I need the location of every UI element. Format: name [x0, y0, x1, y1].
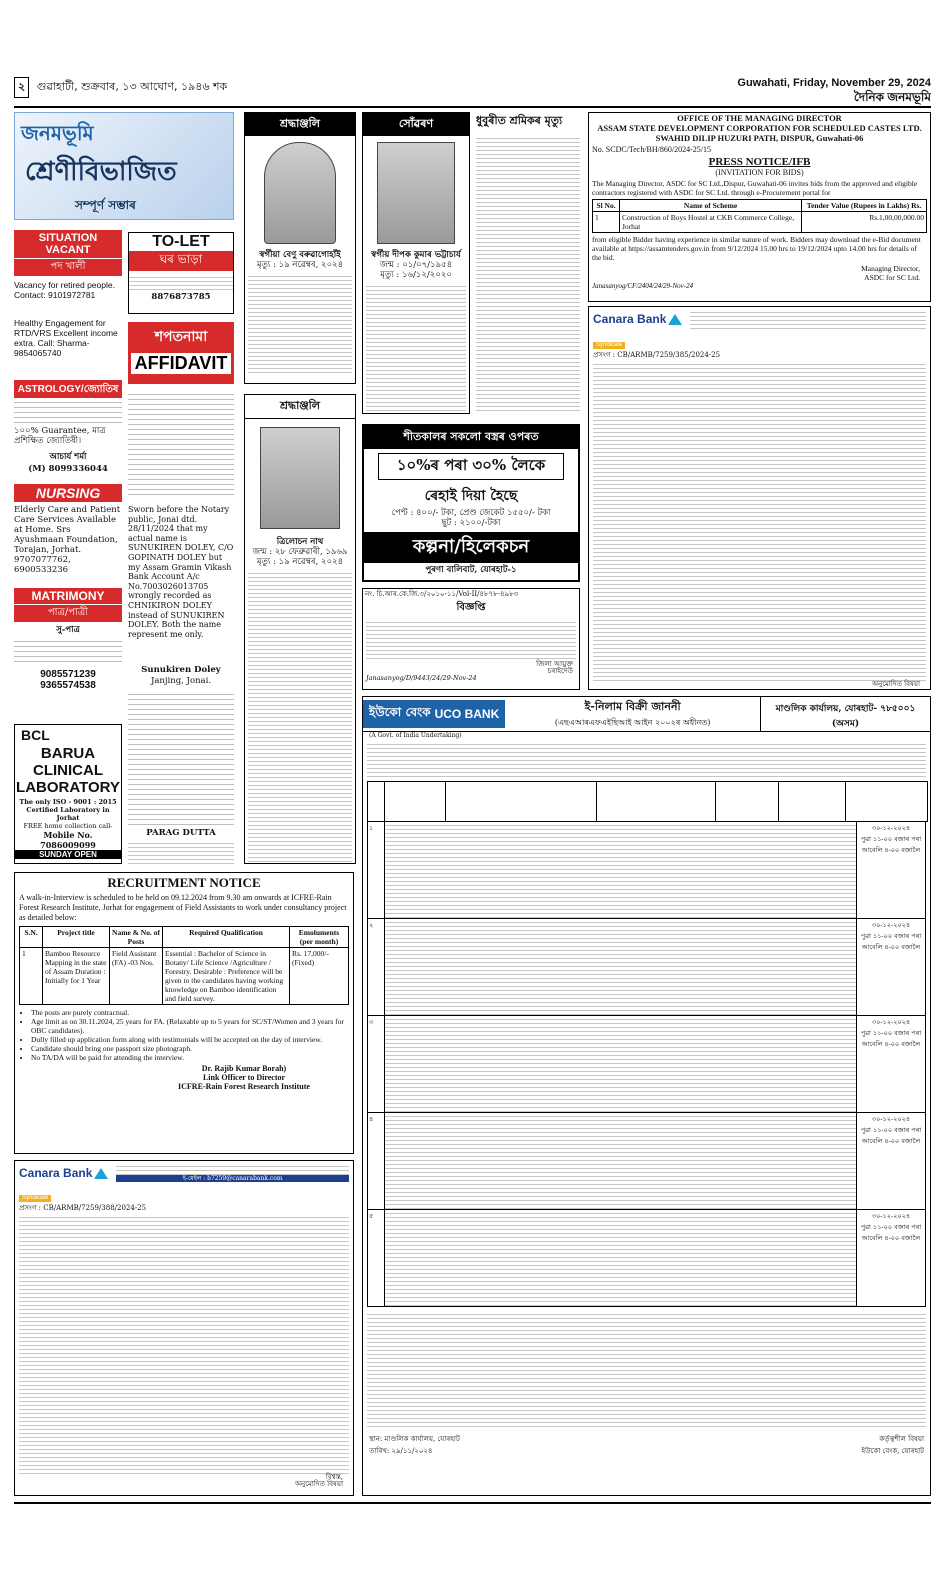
situation-vacant-ad-1: Vacancy for retired people. Contact: 9101972781: [14, 280, 115, 300]
canara-2-body: [19, 1214, 349, 1474]
situation-vacant-title: SITUATION VACANT: [14, 230, 122, 258]
uco-row-time: পুৱা ১১-০০ বজাৰ পৰা আবেলি ৪-০০ বজালৈ: [860, 1223, 922, 1242]
canara-1-logo: Canara Bank: [593, 312, 667, 326]
ascdc-col-3: Tender Value (Rupees in Lakhs) Rs.: [802, 200, 927, 212]
recruitment-col-sn: S.N.: [20, 927, 43, 948]
sale-line-5: ছুট : ২১০০/-টকা: [441, 518, 501, 528]
affidavit-place-1: Janjing, Jonai.: [150, 676, 212, 686]
uco-notice-title: ই-নিলাম বিক্ৰী জাননী: [584, 700, 681, 713]
uco-row-time: পুৱা ১১-০০ বজাৰ পৰা আবেলি ৪-০০ বজালৈ: [860, 835, 922, 854]
recruitment-sign-1: Dr. Rajib Kumar Borah): [201, 1064, 287, 1073]
uco-act: (এছএআৰএফএইছিআই আইন ২০০২ৰ অধীনত): [554, 718, 711, 727]
to-let-ad: [128, 232, 234, 314]
uco-row-date: ৩০-১২-২০২৪: [871, 1018, 911, 1026]
situation-vacant-ad-2: Healthy Engagement for RTD/VRS Excellent income extra. Call: Sharma- 9854065740: [14, 318, 118, 358]
left-dateline: গুৱাহাটী, শুক্ৰবাৰ, ১৩ আঘোণ, ১৯৪৬ শক: [36, 80, 228, 93]
to-let-subtitle: ঘৰ ভাড়া: [129, 251, 233, 271]
ascdc-code: Janasanyog/CF/2404/24/29-Nov-24: [592, 282, 694, 290]
ascdc-press-notice: [588, 112, 931, 302]
obituary-2-photo: [260, 427, 340, 529]
obituary-1-heading: শ্ৰদ্ধাঞ্জলি: [245, 113, 355, 136]
uco-row-details: [385, 1016, 857, 1112]
uco-row-auction: [857, 1016, 925, 1112]
affidavit-title-bn: শপতনামা: [154, 329, 208, 345]
classifieds-banner: [14, 112, 234, 220]
uco-row-details: [385, 822, 857, 918]
header-rule: [14, 106, 931, 108]
affidavit-header: [128, 322, 234, 384]
astrology-ad: [14, 380, 122, 480]
vijnapti-signer: জিলা আয়ুক্ত: [536, 660, 573, 668]
obituary-3-caption: স্বৰ্গীয় দীপক কুমাৰ ভট্টাচাৰ্য: [371, 250, 461, 260]
banner-subtitle: সম্পূৰ্ণ সম্ভাৰ: [75, 198, 136, 212]
recruitment-notes: [19, 1008, 349, 1062]
uco-signer: কৰ্তৃত্বশীল বিষয়া: [879, 1435, 924, 1443]
matrimony-phones: 9085571239 9365574538: [40, 669, 96, 691]
canara-2-email: ই-মেইল : b7259@canarabank.com: [116, 1175, 349, 1182]
canara-1-ref: প্ৰসংগ : CB/ARMB/7259/385/2024-25: [593, 351, 721, 359]
uco-logo-bn: ইউকো বেংক: [369, 705, 431, 719]
obituary-1-photo: [264, 142, 336, 244]
obituary-3-born: জন্ম : ০১/০৭/১৯৫৪: [379, 260, 453, 270]
right-dateline: Guwahati, Friday, November 29, 2024: [737, 77, 931, 89]
sale-line-3: ৰেহাই দিয়া হৈছে: [424, 488, 518, 504]
uco-table-row: [367, 919, 926, 1016]
ascdc-subtitle: (INVITATION FOR BIDS): [715, 168, 804, 177]
recruitment-table: [19, 926, 349, 1005]
ascdc-signer-2: ASDC for SC Ltd.: [864, 273, 920, 282]
uco-row-time: পুৱা ১১-০০ বজাৰ পৰা আবেলি ৪-০০ বজালৈ: [860, 1029, 922, 1048]
uco-table-row: [367, 1016, 926, 1113]
recruitment-col-project: Project title: [43, 927, 110, 948]
bcl-open: SUNDAY OPEN: [15, 850, 121, 859]
astrology-text-lines: [14, 398, 122, 424]
ascdc-table: [592, 199, 927, 233]
obituary-3-photo: [377, 142, 455, 244]
uco-terms: [367, 1311, 926, 1429]
ascdc-row-no: 1: [593, 212, 620, 233]
astrology-guarantee: ১০০% Guarantee, মাত্ৰ প্ৰশিক্ষিত জ্যোতিষী।: [14, 426, 106, 446]
recruitment-intro: A walk-in-Interview is scheduled to be held on 09.12.2024 from 9.30 am onwards at ICFRE-Rain Forest Research Institute, Jorhat for engagement of Field Assistants to work under consultancy project as detailed below:: [19, 893, 347, 922]
uco-rows: [367, 822, 926, 1307]
vijnapti-title: বিজ্ঞপ্তি: [456, 602, 486, 613]
recruitment-col-posts: Name & No. of Posts: [110, 927, 163, 948]
uco-signer-2: ইউকো বেংক, যোৰহাট: [861, 1447, 924, 1455]
uco-row-time: পুৱা ১১-০০ বজাৰ পৰা আবেলি ৪-০০ বজালৈ: [860, 932, 922, 951]
recruitment-col-qualification: Required Qualification: [163, 927, 290, 948]
uco-logo: [363, 700, 505, 728]
ascdc-row-value: Rs.1,00,00,000.00: [802, 212, 927, 233]
canara-notice-2: [14, 1160, 354, 1496]
uco-row-details: [385, 1210, 857, 1306]
sale-line-1: শীতকালৰ সকলো বস্ত্ৰৰ ওপৰত: [364, 426, 578, 449]
news-body: [476, 135, 580, 414]
obituary-3-text: [366, 283, 466, 414]
recruitment-note: • Candidate should bring one passport size photograph.: [31, 1044, 349, 1053]
uco-table-row: [367, 822, 926, 919]
uco-row-number: ১: [368, 822, 385, 918]
affidavit-text-1: Sworn before the Notary public, Jonai dtd. 28/11/2024 that my actual name is SUNUKIREN DOLEY, C/O GOPINATH DOLEY but my Assam Gramin Vikash Bank Account A/c No.7003026013705 wrongly recorded as CHNIKIRON DOLEY instead of SUNUKIREN DOLEY. Both the name represent me only.: [128, 505, 234, 639]
bcl-iso: The only ISO - 9001 : 2015 Certified Laboratory in Jorhat: [19, 798, 117, 822]
ascdc-signer-1: Managing Director,: [861, 264, 920, 273]
bcl-free: FREE home collection call-: [23, 822, 113, 830]
ascdc-footer: from eligible Bidder having experience in similar nature of work. Bidders may download the e-Bid document available at https://assamtenders.gov.in from 9/12/2024 15.00 hrs to 19/12/2024 upto 14.00 hrs for details of the bid.: [592, 235, 921, 262]
recruitment-sign-3: ICFRE-Rain Forest Research Institute: [178, 1082, 310, 1091]
ascdc-org-3: SWAHID DILIP HUZURI PATH, DISPUR, Guwahati-06: [655, 133, 864, 143]
obituary-1: [244, 112, 356, 384]
canara-1-address: [690, 309, 926, 329]
uco-date: তাৰিখ: ২৯/১১/২০২৪: [369, 1447, 433, 1455]
obituary-2-text: [248, 570, 352, 864]
obituary-3: [362, 112, 470, 414]
banner-brand: জনমভূমি: [21, 121, 94, 145]
sale-line-2: ১০%ৰ পৰা ৩০% লৈকে: [378, 453, 564, 480]
obituary-1-died: মৃত্যু : ১৯ নৱেম্বৰ, ২০২৪: [256, 260, 344, 270]
header-left: [14, 77, 227, 98]
uco-row-date: ৩০-১২-২০২৪: [871, 1115, 911, 1123]
matrimony-heading: সু-পাত্ৰ: [56, 625, 80, 635]
ascdc-col-2: Name of Scheme: [620, 200, 802, 212]
uco-row-auction: [857, 822, 925, 918]
bcl-name-3: LABORATORY: [16, 779, 120, 796]
recruitment-row-project: Bamboo Resource Mapping in the state of Assam Duration : Initially for 1 Year: [43, 948, 110, 1005]
uco-row-details: [385, 1113, 857, 1209]
affidavit-title-en: AFFIDAVIT: [131, 353, 231, 374]
canara-2-ref: প্ৰসংগ : CB/ARMB/7259/388/2024-25: [19, 1204, 147, 1212]
astrology-name: আচাৰ্য শৰ্মা: [49, 452, 87, 462]
situation-vacant-subtitle: পদ খালী: [14, 259, 122, 276]
recruitment-notice: [14, 872, 354, 1154]
uco-logo-en: UCO BANK: [434, 707, 500, 721]
uco-office: মাণ্ডলিক কাৰ্যালয়, যোৰহাট- ৭৮৫০০১ (অসম): [760, 697, 930, 731]
obituary-3-died: মৃত্যু : ১৬/১২/২০২০: [380, 270, 452, 280]
matrimony-title: MATRIMONY: [14, 588, 122, 604]
banner-title: শ্ৰেণীবিভাজিত: [25, 157, 177, 187]
recruitment-row-emoluments: Rs. 17,000/- (Fixed): [290, 948, 349, 1005]
matrimony-ad: [14, 588, 122, 718]
canara-2-logo: Canara Bank: [19, 1165, 93, 1180]
ascdc-body: The Managing Director, ASDC for SC Ltd.,Dispur, Guwahati-06 invites bids from the approved and eligible contractors registered with ASDC for SC Ltd. through e-Procurement portal for: [592, 179, 918, 197]
recruitment-note: • Dully filled up application form along with testimonials will be accepted on the day of interview.: [31, 1035, 349, 1044]
canara-1-logo-mark-icon: [666, 312, 682, 326]
to-let-title: TO-LET: [152, 233, 210, 250]
affidavit-bengali-text: [128, 390, 234, 498]
uco-table-row: [367, 1113, 926, 1210]
obituary-1-text: [248, 273, 352, 375]
recruitment-row-posts: Field Assistant (FA) -03 Nos.: [110, 948, 163, 1005]
recruitment-note: • The posts are purely contractual.: [31, 1008, 349, 1017]
news-headline: ধুবুৰীত শ্ৰমিকৰ মৃত্যু: [476, 114, 563, 127]
uco-row-time: পুৱা ১১-০০ বজাৰ পৰা আবেলি ৪-০০ বজালৈ: [860, 1126, 922, 1145]
ascdc-org-1: OFFICE OF THE MANAGING DIRECTOR: [677, 113, 842, 123]
ascdc-org-2: ASSAM STATE DEVELOPMENT CORPORATION FOR SCHEDULED CASTES LTD.: [597, 123, 922, 133]
sale-line-4: পেণ্ট : ৪০০/- টকা, প্ৰেণ্ড জেকেট ১৫৫০/- টকা: [391, 508, 551, 518]
uco-row-auction: [857, 1113, 925, 1209]
recruitment-note: • Age limit as on 30.11.2024, 25 years for FA. (Relaxable up to 5 years for SC/ST/Women and 3 years for OBC candidates).: [31, 1017, 349, 1035]
affidavit-2-address: [128, 840, 234, 864]
news-story: [476, 112, 580, 414]
matrimony-text-lines: [14, 637, 122, 665]
bcl-name-2: CLINICAL: [33, 762, 103, 779]
uco-row-date: ৩০-১২-২০২৪: [871, 1212, 911, 1220]
uco-row-date: ৩০-১২-২০২৪: [871, 921, 911, 929]
canara-2-sub: Syndicate: [19, 1195, 51, 1202]
uco-row-number: ৩: [368, 1016, 385, 1112]
recruitment-title: RECRUITMENT NOTICE: [107, 875, 261, 890]
obituary-1-caption: স্বৰ্গীয়া বেণু বৰুৱাগোহাঁই: [259, 250, 341, 260]
astrology-phone: (M) 8099336044: [28, 464, 108, 474]
ascdc-title: PRESS NOTICE/IFB: [708, 156, 811, 168]
to-let-text-lines: [129, 274, 233, 292]
nursing-title: NURSING: [14, 484, 122, 502]
uco-row-date: ৩০-১২-২০২৪: [871, 824, 911, 832]
affidavit-2-text: [128, 690, 234, 825]
vijnapti-ref: নং. চি.আৰ.কে.জি.৩/২০১০-১১/Vol-II/৪৮৭৮-৪৯৮৩: [365, 590, 519, 598]
recruitment-note: • No TA/DA will be paid for attending the interview.: [31, 1053, 349, 1062]
obituary-2: [244, 394, 356, 864]
bcl-ad: [14, 724, 122, 864]
ascdc-ref: No. SCDC/Tech/BH/860/2024-25/15: [592, 145, 711, 154]
astrology-title: ASTROLOGY/জ্যোতিষ: [14, 380, 122, 401]
vijnapti-body: [366, 619, 576, 659]
header-right: [737, 77, 931, 109]
uco-place: স্থান: মাণ্ডলিক কাৰ্যালয়, যোৰহাট: [369, 1435, 460, 1443]
obituary-3-heading: সোঁৱৰণ: [363, 113, 469, 136]
canara-1-sub: Syndicate: [593, 342, 625, 349]
recruitment-col-emoluments: Emoluments (per month): [290, 927, 349, 948]
uco-table: [367, 781, 928, 822]
uco-row-auction: [857, 1210, 925, 1306]
uco-row-number: ৪: [368, 1113, 385, 1209]
to-let-phone: 8876873785: [151, 292, 211, 302]
sale-ad: [362, 424, 580, 582]
ascdc-row-scheme: Construction of Boys Hostel at CKB Commerce College, Jorhat: [620, 212, 802, 233]
uco-notice: [362, 696, 931, 1496]
recruitment-row-sn: 1: [20, 948, 43, 1005]
footer-rule: [14, 1502, 931, 1504]
nursing-ad: [14, 484, 122, 584]
canara-notice-1: [588, 306, 931, 690]
vijnapti-signer-2: চৰাইদেউ: [547, 667, 573, 675]
obituary-2-born: জন্ম : ২৮ ফেব্ৰুৱাৰী, ১৯৬৯: [252, 547, 348, 557]
bcl-logo: BCL: [21, 727, 50, 743]
nursing-text: Elderly Care and Patient Care Services Available at Home. Srs Ayushmaan Foundation, Torajan, Jorhat. 9707077762, 6900533236: [14, 505, 121, 575]
canara-2-signer-2: অনুমোদিত বিষয়া: [294, 1480, 343, 1488]
canara-2-signer-1: বিশ্বস্ত,: [325, 1473, 343, 1481]
canara-2-address: [116, 1163, 349, 1175]
recruitment-row-qualification: Essential : Bachelor of Science in Botany/ Life Science /Agriculture / Forestry. Desirable : Preference will be given to the candidates having working knowledge on Bamboo identification and field survey.: [163, 948, 290, 1005]
canara-2-logo-mark-icon: [92, 1166, 108, 1180]
affidavit-signer-2: PARAG DUTTA: [146, 828, 216, 838]
bcl-name-1: BARUA: [40, 745, 96, 762]
page-number: ২: [14, 77, 29, 98]
affidavit-signer-1: Sunukiren Doley: [141, 665, 221, 675]
ascdc-col-1: Sl No.: [593, 200, 620, 212]
uco-table-row: [367, 1210, 926, 1307]
uco-row-auction: [857, 919, 925, 1015]
matrimony-subtitle: পাত্ৰ/পাত্ৰী: [14, 605, 122, 622]
obituary-2-died: মৃত্যু : ১৯ নৱেম্বৰ, ২০২৪: [256, 557, 344, 567]
vijnapti-notice: [362, 588, 580, 690]
uco-tag: (A Govt. of India Undertaking): [369, 732, 462, 739]
uco-row-number: ৫: [368, 1210, 385, 1306]
uco-intro: [367, 741, 926, 779]
sale-address: পুৰণা বালিবাট, যোৰহাট-১: [425, 565, 517, 575]
masthead: দৈনিক জনমভূমি: [853, 90, 931, 104]
recruitment-sign-2: Link Officer to Director: [202, 1073, 286, 1082]
canara-1-body: [593, 361, 926, 681]
bcl-mobile: Mobile No. 7086009099: [40, 830, 96, 850]
canara-1-signer: অনুমোদিত বিষয়া: [871, 680, 920, 688]
vijnapti-code: Janasanyog/D/9443/24/29-Nov-24: [366, 674, 477, 682]
uco-row-number: ২: [368, 919, 385, 1015]
obituary-2-caption: ত্ৰিলোচন নাথ: [276, 537, 324, 547]
sale-brand: কল্পনা/হিলেকচন: [364, 532, 578, 563]
obituary-2-heading: শ্ৰদ্ধাঞ্জলি: [245, 395, 355, 419]
uco-row-details: [385, 919, 857, 1015]
